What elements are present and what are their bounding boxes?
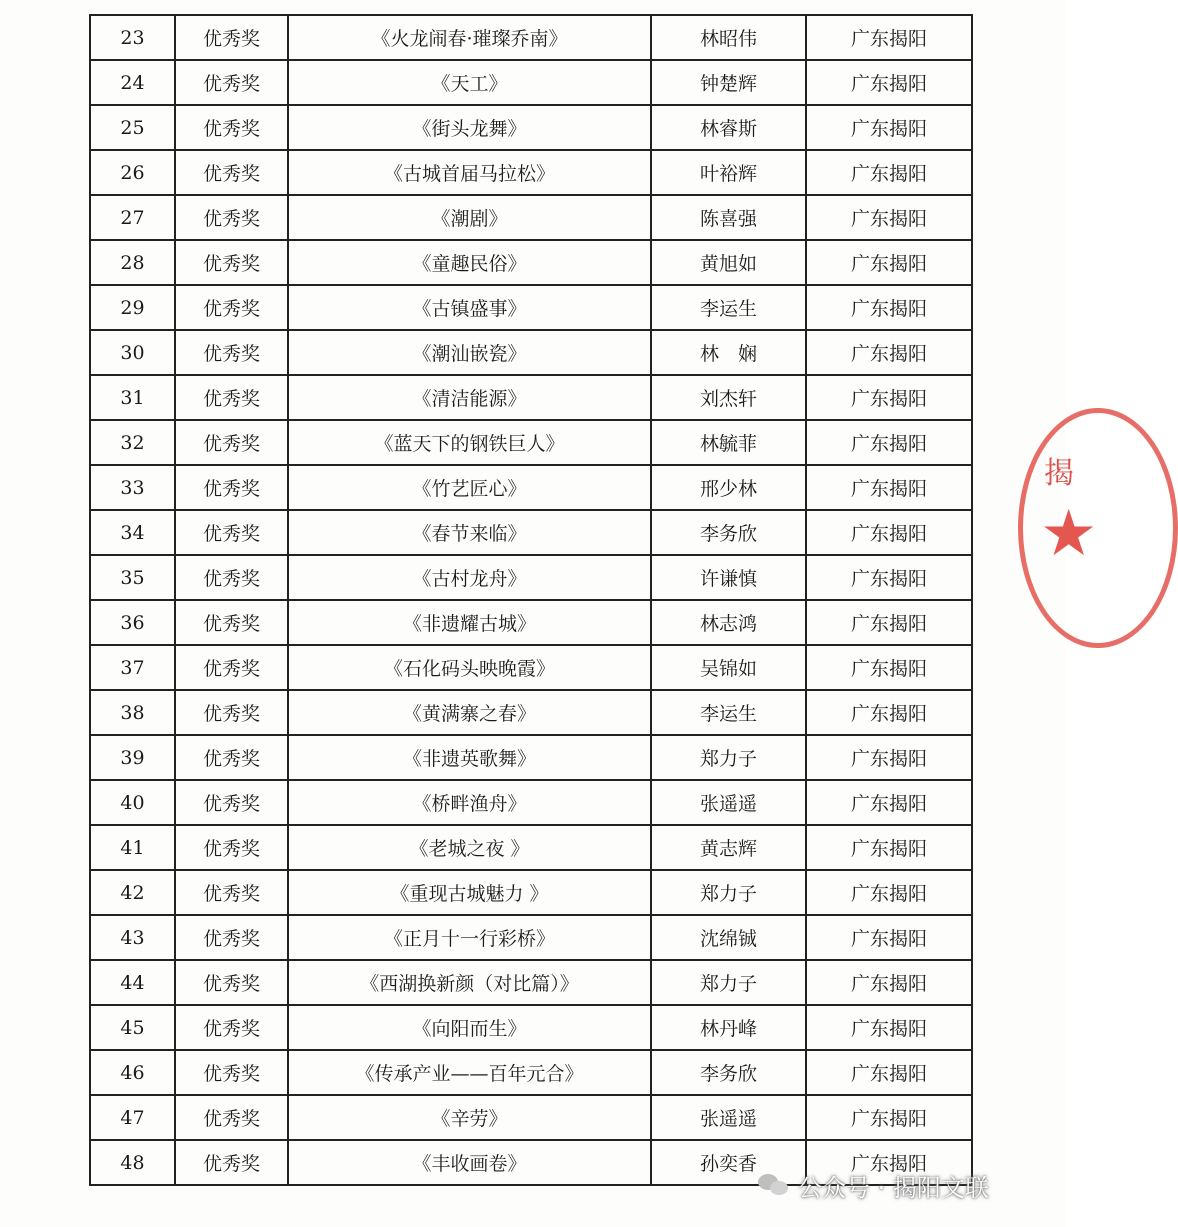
- author-name-cell: 张遥遥: [651, 780, 806, 825]
- work-title-cell: 《黄满寨之春》: [288, 690, 651, 735]
- work-title-cell: 《石化码头映晚霞》: [288, 645, 651, 690]
- row-number-cell: 27: [90, 195, 175, 240]
- table-row: [90, 330, 972, 375]
- author-name-cell: 郑力子: [651, 960, 806, 1005]
- work-title-cell: 《童趣民俗》: [288, 240, 651, 285]
- author-name-cell: 邢少林: [651, 465, 806, 510]
- table-row: [90, 600, 972, 645]
- region-cell: 广东揭阳: [806, 780, 972, 825]
- award-level-cell: 优秀奖: [175, 375, 288, 420]
- row-number-cell: 31: [90, 375, 175, 420]
- table-row: [90, 780, 972, 825]
- region-cell: 广东揭阳: [806, 15, 972, 60]
- award-level-cell: 优秀奖: [175, 465, 288, 510]
- table-row: [90, 465, 972, 510]
- award-level-cell: 优秀奖: [175, 330, 288, 375]
- author-name-cell: 许谦慎: [651, 555, 806, 600]
- region-cell: 广东揭阳: [806, 105, 972, 150]
- award-level-cell: 优秀奖: [175, 915, 288, 960]
- award-level-cell: 优秀奖: [175, 960, 288, 1005]
- table-row: [90, 825, 972, 870]
- award-level-cell: 优秀奖: [175, 105, 288, 150]
- table-row: [90, 870, 972, 915]
- region-cell: 广东揭阳: [806, 60, 972, 105]
- row-number-cell: 42: [90, 870, 175, 915]
- award-level-cell: 优秀奖: [175, 645, 288, 690]
- work-title-cell: 《传承产业——百年元合》: [288, 1050, 651, 1095]
- row-number-cell: 32: [90, 420, 175, 465]
- table-row: [90, 1050, 972, 1095]
- work-title-cell: 《天工》: [288, 60, 651, 105]
- author-name-cell: 林丹峰: [651, 1005, 806, 1050]
- author-name-cell: 李务欣: [651, 1050, 806, 1095]
- region-cell: 广东揭阳: [806, 150, 972, 195]
- row-number-cell: 38: [90, 690, 175, 735]
- award-table-body: [90, 15, 972, 1185]
- region-cell: 广东揭阳: [806, 870, 972, 915]
- row-number-cell: 25: [90, 105, 175, 150]
- row-number-cell: 45: [90, 1005, 175, 1050]
- table-row: [90, 1005, 972, 1050]
- table-row: [90, 555, 972, 600]
- table-row: [90, 915, 972, 960]
- author-name-cell: 叶裕辉: [651, 150, 806, 195]
- table-row: [90, 960, 972, 1005]
- seal-star-icon: ★: [1040, 497, 1098, 571]
- author-name-cell: 黄旭如: [651, 240, 806, 285]
- seal-text: 揭: [1044, 456, 1074, 491]
- author-name-cell: 钟楚辉: [651, 60, 806, 105]
- row-number-cell: 43: [90, 915, 175, 960]
- row-number-cell: 36: [90, 600, 175, 645]
- work-title-cell: 《非遗耀古城》: [288, 600, 651, 645]
- table-row: [90, 285, 972, 330]
- row-number-cell: 24: [90, 60, 175, 105]
- region-cell: 广东揭阳: [806, 330, 972, 375]
- author-name-cell: 林昭伟: [651, 15, 806, 60]
- table-row: [90, 240, 972, 285]
- award-level-cell: 优秀奖: [175, 240, 288, 285]
- work-title-cell: 《辛劳》: [288, 1095, 651, 1140]
- region-cell: 广东揭阳: [806, 420, 972, 465]
- table-row: [90, 510, 972, 555]
- award-level-cell: 优秀奖: [175, 60, 288, 105]
- table-row: [90, 150, 972, 195]
- region-cell: 广东揭阳: [806, 555, 972, 600]
- region-cell: 广东揭阳: [806, 1140, 972, 1185]
- author-name-cell: 李运生: [651, 285, 806, 330]
- award-level-cell: 优秀奖: [175, 285, 288, 330]
- region-cell: 广东揭阳: [806, 1050, 972, 1095]
- region-cell: 广东揭阳: [806, 195, 972, 240]
- region-cell: 广东揭阳: [806, 690, 972, 735]
- award-level-cell: 优秀奖: [175, 1005, 288, 1050]
- row-number-cell: 33: [90, 465, 175, 510]
- work-title-cell: 《街头龙舞》: [288, 105, 651, 150]
- work-title-cell: 《古镇盛事》: [288, 285, 651, 330]
- watermark-text: 公众号 · 揭阳文联: [798, 1173, 989, 1202]
- region-cell: 广东揭阳: [806, 240, 972, 285]
- work-title-cell: 《丰收画卷》: [288, 1140, 651, 1185]
- work-title-cell: 《竹艺匠心》: [288, 465, 651, 510]
- region-cell: 广东揭阳: [806, 1095, 972, 1140]
- row-number-cell: 47: [90, 1095, 175, 1140]
- work-title-cell: 《向阳而生》: [288, 1005, 651, 1050]
- award-level-cell: 优秀奖: [175, 735, 288, 780]
- row-number-cell: 28: [90, 240, 175, 285]
- author-name-cell: 李务欣: [651, 510, 806, 555]
- row-number-cell: 35: [90, 555, 175, 600]
- author-name-cell: 郑力子: [651, 870, 806, 915]
- region-cell: 广东揭阳: [806, 1005, 972, 1050]
- author-name-cell: 陈喜强: [651, 195, 806, 240]
- row-number-cell: 30: [90, 330, 175, 375]
- work-title-cell: 《重现古城魅力 》: [288, 870, 651, 915]
- wechat-watermark: [758, 1165, 989, 1205]
- author-name-cell: 沈绵铖: [651, 915, 806, 960]
- table-row: [90, 195, 972, 240]
- award-level-cell: 优秀奖: [175, 825, 288, 870]
- row-number-cell: 41: [90, 825, 175, 870]
- region-cell: 广东揭阳: [806, 915, 972, 960]
- row-number-cell: 46: [90, 1050, 175, 1095]
- author-name-cell: 刘杰轩: [651, 375, 806, 420]
- table-row: [90, 735, 972, 780]
- work-title-cell: 《非遗英歌舞》: [288, 735, 651, 780]
- region-cell: 广东揭阳: [806, 645, 972, 690]
- author-name-cell: 孙奕香: [651, 1140, 806, 1185]
- work-title-cell: 《潮汕嵌瓷》: [288, 330, 651, 375]
- region-cell: 广东揭阳: [806, 465, 972, 510]
- work-title-cell: 《老城之夜 》: [288, 825, 651, 870]
- award-level-cell: 优秀奖: [175, 1050, 288, 1095]
- table-row: [90, 15, 972, 60]
- author-name-cell: 张遥遥: [651, 1095, 806, 1140]
- award-level-cell: 优秀奖: [175, 690, 288, 735]
- row-number-cell: 48: [90, 1140, 175, 1185]
- work-title-cell: 《古村龙舟》: [288, 555, 651, 600]
- work-title-cell: 《潮剧》: [288, 195, 651, 240]
- award-level-cell: 优秀奖: [175, 510, 288, 555]
- table-row: [90, 420, 972, 465]
- author-name-cell: 林睿斯: [651, 105, 806, 150]
- work-title-cell: 《正月十一行彩桥》: [288, 915, 651, 960]
- award-level-cell: 优秀奖: [175, 600, 288, 645]
- author-name-cell: 林 娴: [651, 330, 806, 375]
- author-name-cell: 李运生: [651, 690, 806, 735]
- table-row: [90, 105, 972, 150]
- table-row: [90, 375, 972, 420]
- award-level-cell: 优秀奖: [175, 555, 288, 600]
- work-title-cell: 《桥畔渔舟》: [288, 780, 651, 825]
- table-row: [90, 60, 972, 105]
- region-cell: 广东揭阳: [806, 510, 972, 555]
- region-cell: 广东揭阳: [806, 600, 972, 645]
- row-number-cell: 29: [90, 285, 175, 330]
- award-level-cell: 优秀奖: [175, 1140, 288, 1185]
- row-number-cell: 40: [90, 780, 175, 825]
- table-row: [90, 645, 972, 690]
- work-title-cell: 《古城首届马拉松》: [288, 150, 651, 195]
- region-cell: 广东揭阳: [806, 825, 972, 870]
- author-name-cell: 林志鸿: [651, 600, 806, 645]
- row-number-cell: 39: [90, 735, 175, 780]
- row-number-cell: 23: [90, 15, 175, 60]
- work-title-cell: 《蓝天下的钢铁巨人》: [288, 420, 651, 465]
- award-level-cell: 优秀奖: [175, 870, 288, 915]
- award-level-cell: 优秀奖: [175, 420, 288, 465]
- award-level-cell: 优秀奖: [175, 15, 288, 60]
- work-title-cell: 《清洁能源》: [288, 375, 651, 420]
- row-number-cell: 37: [90, 645, 175, 690]
- region-cell: 广东揭阳: [806, 285, 972, 330]
- award-level-cell: 优秀奖: [175, 1095, 288, 1140]
- row-number-cell: 44: [90, 960, 175, 1005]
- author-name-cell: 吴锦如: [651, 645, 806, 690]
- region-cell: 广东揭阳: [806, 960, 972, 1005]
- region-cell: 广东揭阳: [806, 375, 972, 420]
- work-title-cell: 《西湖换新颜（对比篇）》: [288, 960, 651, 1005]
- award-level-cell: 优秀奖: [175, 195, 288, 240]
- row-number-cell: 34: [90, 510, 175, 555]
- region-cell: 广东揭阳: [806, 735, 972, 780]
- award-level-cell: 优秀奖: [175, 150, 288, 195]
- award-level-cell: 优秀奖: [175, 780, 288, 825]
- author-name-cell: 林毓菲: [651, 420, 806, 465]
- author-name-cell: 郑力子: [651, 735, 806, 780]
- author-name-cell: 黄志辉: [651, 825, 806, 870]
- award-list-table: [89, 14, 973, 1186]
- table-row: [90, 1095, 972, 1140]
- table-row: [90, 690, 972, 735]
- row-number-cell: 26: [90, 150, 175, 195]
- wechat-icon: [758, 1172, 790, 1198]
- work-title-cell: 《火龙闹春·璀璨乔南》: [288, 15, 651, 60]
- work-title-cell: 《春节来临》: [288, 510, 651, 555]
